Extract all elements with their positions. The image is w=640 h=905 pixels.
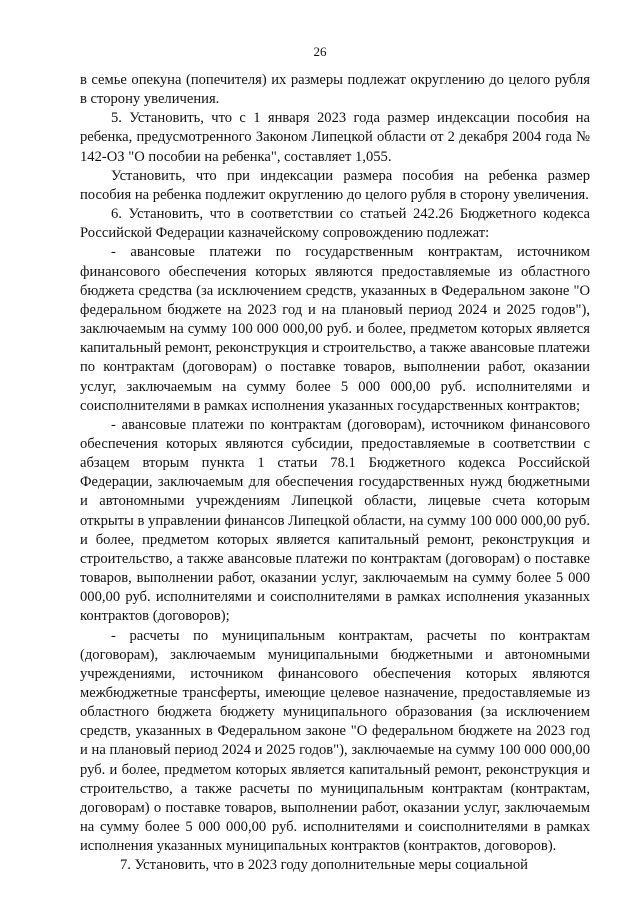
page-number: 26 bbox=[313, 44, 327, 59]
paragraph-6-item-2: - авансовые платежи по контрактам (договорам), источником финансового обеспечения которых являются субсидии, предоставляемые в соответствии с абзацем вторым пункта 1 статьи 78.1 Бюджетного кодекса Российской Федерации, заключаемым для обеспечения государственных нужд бюджетными и автономными учреждениям Липецкой области, лицевые счета которым открыты в управлении финансов Липецкой области, на сумму 100 000 000,00 руб. и более, предметом которых является капитальный ремонт, реконструкция и строительство, а также авансовые платежи по контрактам (договорам) о поставке товаров, выполнении работ, оказании услуг, заключаемым на сумму более 5 000 000,00 руб. исполнителями и соисполнителями в рамках исполнения указанных контрактов (договоров); bbox=[80, 416, 591, 625]
paragraph-5-rounding: Установить, что при индексации размера пособия на ребенка размер пособия на ребенка подлежит округлению до целого рубля в сторону увеличения. bbox=[80, 167, 590, 203]
paragraph-5-indexation: 5. Установить, что с 1 января 2023 года размер индексации пособия на ребенка, предусмотренного Законом Липецкой области от 2 декабря 2004 года № 142-ОЗ "О пособии на ребенка", составляет 1,055. bbox=[80, 110, 590, 165]
document-body bbox=[80, 71, 590, 876]
paragraph-6-item-1: - авансовые платежи по государственным контрактам, источником финансового обеспечения которых являются предоставляемые из областного бюджета средства (за исключением средств, указанных в Федеральном законе "О федеральном бюджете на 2023 год и на плановый период 2024 и 2025 годов"), заключаемым на сумму 100 000 000,00 руб. и более, предметом которых является капитальный ремонт, реконструкция и строительство, а также авансовые платежи по контрактам (договорам) о поставке товаров, выполнении работ, оказании услуг, заключаемым на сумму более 5 000 000,00 руб. исполнителями и соисполнителями в рамках исполнения указанных государственных контрактов; bbox=[80, 244, 590, 414]
paragraph-6-intro: 6. Установить, что в соответствии со статьей 242.26 Бюджетного кодекса Российской Федерации казначейскому сопровождению подлежат: bbox=[80, 206, 590, 242]
paragraph-7-start: 7. Установить, что в 2023 году дополнительные меры социальной bbox=[120, 857, 528, 874]
paragraph-6-item-3: - расчеты по муниципальным контрактам, расчеты по контрактам (договорам), заключаемым муниципальными бюджетными и автономными учреждениями, источником финансового обеспечения которых являются межбюджетные трансферты, имеющие целевое назначение, предоставляемые из областного бюджета бюджету муниципального образования (за исключением средств, указанных в Федеральном законе "О федеральном бюджете на 2023 год и на плановый период 2024 и 2025 годов"), заключаемые на сумму 100 000 000,00 руб. и более, предметом которых является капитальный ремонт, реконструкция и строительство, а также расчеты по муниципальным контрактам (контрактам, договорам) о поставке товаров, выполнении работ, оказании услуг, заключаемым на сумму более 5 000 000,00 руб. исполнителями и соисполнителями в рамках исполнения указанных муниципальных контрактов (контрактов, договоров). bbox=[80, 627, 590, 855]
paragraph-continuation: в семье опекуна (попечителя) их размеры подлежат округлению до целого рубля в сторону увеличения. bbox=[80, 72, 590, 108]
